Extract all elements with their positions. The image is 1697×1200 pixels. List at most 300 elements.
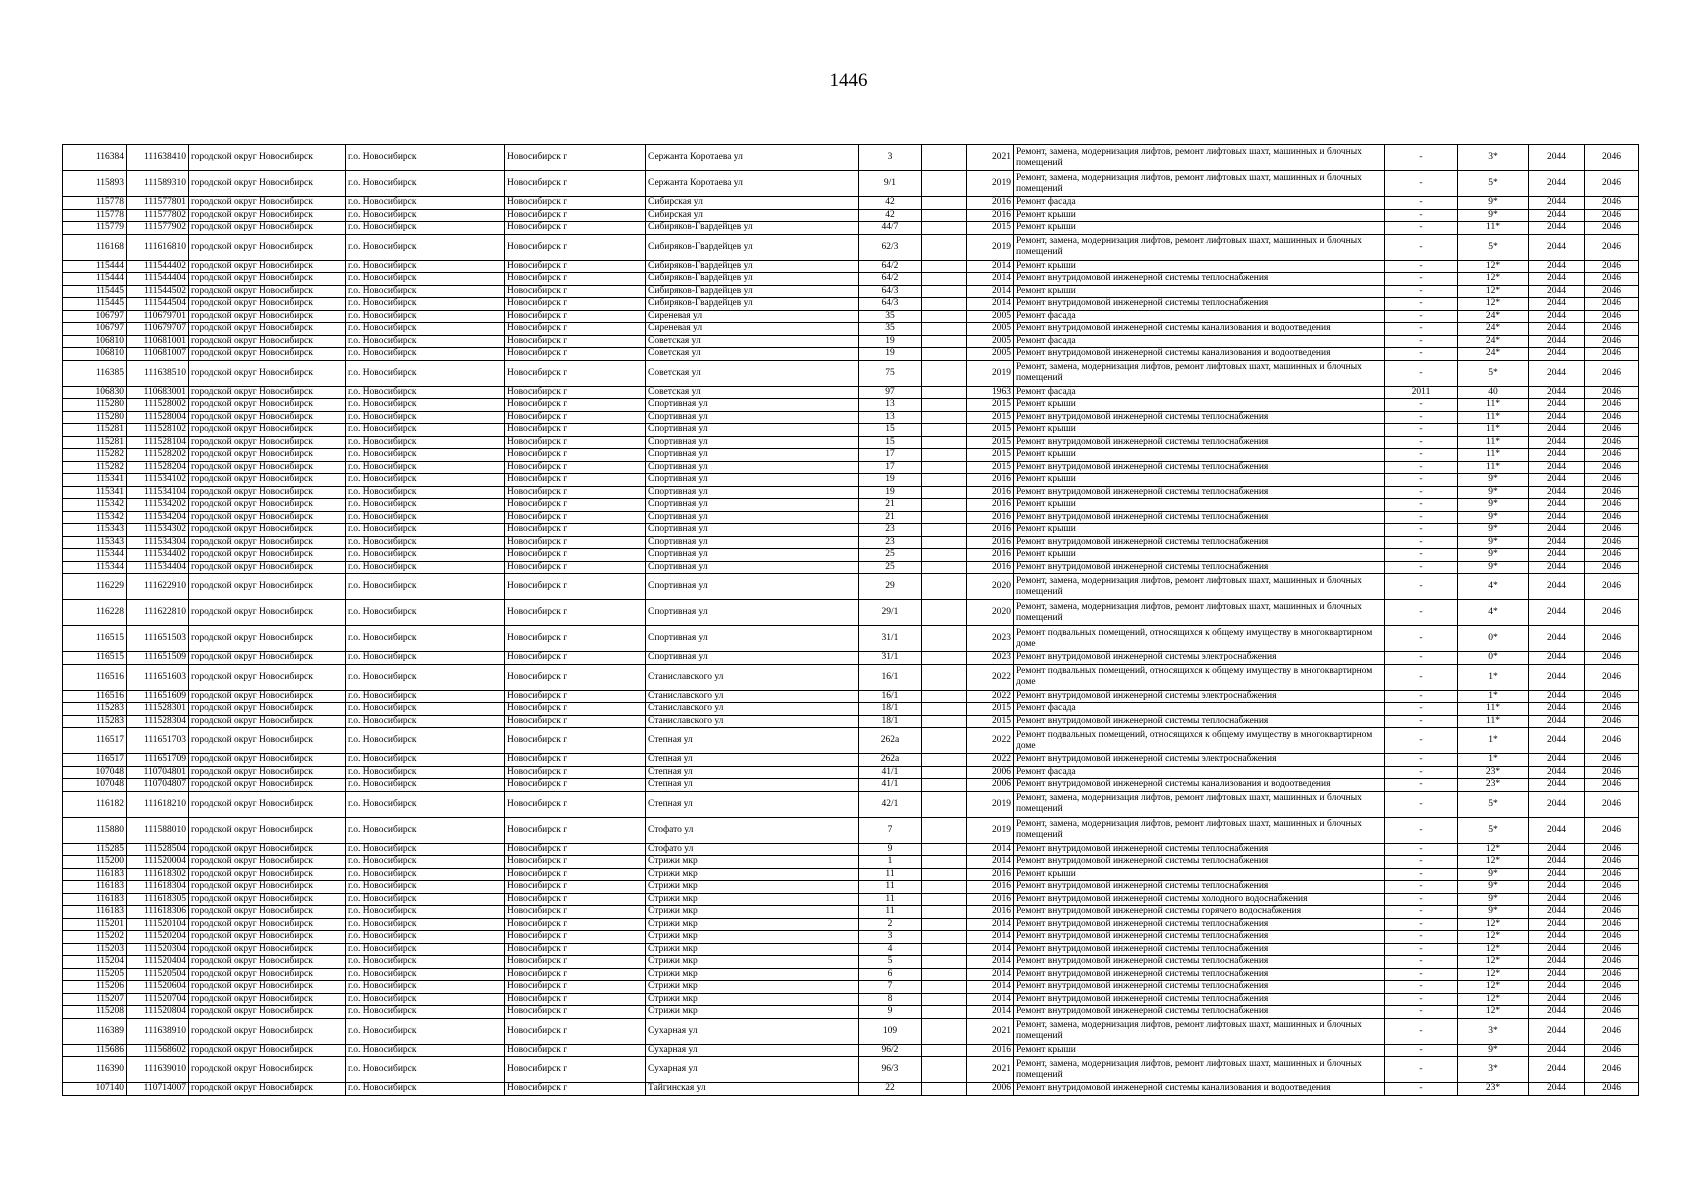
cell-last-repair-year: - xyxy=(1385,424,1458,437)
cell-house-id: 115778 xyxy=(63,209,127,222)
cell-plan-start-year: 2044 xyxy=(1529,779,1585,792)
cell-work-type: Ремонт, замена, модернизация лифтов, ремонт лифтовых шахт, машинных и блочных помещений xyxy=(1014,1018,1385,1044)
cell-plan-end-year: 2046 xyxy=(1585,209,1639,222)
cell-service-life: 3* xyxy=(1458,145,1529,171)
cell-last-repair-year: - xyxy=(1385,574,1458,600)
cell-work-id: 111528204 xyxy=(127,461,189,474)
cell-plan-start-year: 2044 xyxy=(1529,424,1585,437)
cell-commission-year: 2014 xyxy=(967,843,1014,856)
cell-plan-end-year: 2046 xyxy=(1585,664,1639,690)
cell-house-id: 115779 xyxy=(63,222,127,235)
cell-service-life: 3* xyxy=(1458,1057,1529,1083)
cell-plan-start-year: 2044 xyxy=(1529,1057,1585,1083)
cell-municipality: городской округ Новосибирск xyxy=(189,360,346,386)
cell-settlement: г.о. Новосибирск xyxy=(346,399,505,412)
table-row xyxy=(63,436,1639,449)
cell-settlement: г.о. Новосибирск xyxy=(346,1044,505,1057)
cell-extra xyxy=(922,486,967,499)
cell-house-number: 22 xyxy=(859,1083,922,1096)
cell-house-id: 106797 xyxy=(63,323,127,336)
cell-house-id: 115281 xyxy=(63,424,127,437)
cell-locality: Новосибирск г xyxy=(505,906,646,919)
cell-street: Спортивная ул xyxy=(646,626,859,652)
cell-street: Стрижи мкр xyxy=(646,931,859,944)
cell-service-life: 9* xyxy=(1458,486,1529,499)
cell-work-type: Ремонт подвальных помещений, относящихся к общему имуществу в многоквартирном доме xyxy=(1014,728,1385,754)
cell-municipality: городской округ Новосибирск xyxy=(189,260,346,273)
cell-work-type: Ремонт крыши xyxy=(1014,260,1385,273)
cell-street: Стофато ул xyxy=(646,843,859,856)
table-row xyxy=(63,868,1639,881)
cell-street: Сиреневая ул xyxy=(646,323,859,336)
cell-plan-start-year: 2044 xyxy=(1529,652,1585,665)
cell-house-number: 7 xyxy=(859,981,922,994)
cell-street: Стрижи мкр xyxy=(646,893,859,906)
cell-municipality: городской округ Новосибирск xyxy=(189,399,346,412)
cell-commission-year: 2015 xyxy=(967,436,1014,449)
cell-municipality: городской округ Новосибирск xyxy=(189,209,346,222)
cell-work-type: Ремонт крыши xyxy=(1014,868,1385,881)
cell-last-repair-year: - xyxy=(1385,893,1458,906)
cell-plan-end-year: 2046 xyxy=(1585,626,1639,652)
cell-house-id: 116183 xyxy=(63,881,127,894)
cell-settlement: г.о. Новосибирск xyxy=(346,499,505,512)
cell-extra xyxy=(922,524,967,537)
cell-house-number: 5 xyxy=(859,956,922,969)
cell-municipality: городской округ Новосибирск xyxy=(189,348,346,361)
cell-street: Станиславского ул xyxy=(646,664,859,690)
cell-work-type: Ремонт, замена, модернизация лифтов, ремонт лифтовых шахт, машинных и блочных помещений xyxy=(1014,360,1385,386)
cell-plan-start-year: 2044 xyxy=(1529,626,1585,652)
cell-extra xyxy=(922,549,967,562)
cell-service-life: 9* xyxy=(1458,197,1529,210)
cell-house-number: 3 xyxy=(859,931,922,944)
cell-municipality: городской округ Новосибирск xyxy=(189,197,346,210)
cell-street: Сухарная ул xyxy=(646,1044,859,1057)
cell-work-type: Ремонт внутридомовой инженерной системы теплоснабжения xyxy=(1014,715,1385,728)
cell-locality: Новосибирск г xyxy=(505,561,646,574)
cell-plan-end-year: 2046 xyxy=(1585,956,1639,969)
cell-municipality: городской округ Новосибирск xyxy=(189,664,346,690)
table-row xyxy=(63,881,1639,894)
cell-plan-start-year: 2044 xyxy=(1529,703,1585,716)
cell-plan-end-year: 2046 xyxy=(1585,424,1639,437)
cell-commission-year: 2015 xyxy=(967,222,1014,235)
cell-house-id: 115344 xyxy=(63,549,127,562)
cell-house-number: 18/1 xyxy=(859,703,922,716)
cell-plan-end-year: 2046 xyxy=(1585,549,1639,562)
cell-house-number: 42/1 xyxy=(859,791,922,817)
cell-service-life: 9* xyxy=(1458,893,1529,906)
cell-last-repair-year: - xyxy=(1385,1083,1458,1096)
cell-settlement: г.о. Новосибирск xyxy=(346,931,505,944)
cell-work-id: 111534304 xyxy=(127,536,189,549)
cell-house-id: 115285 xyxy=(63,843,127,856)
cell-house-number: 25 xyxy=(859,549,922,562)
cell-work-type: Ремонт, замена, модернизация лифтов, ремонт лифтовых шахт, машинных и блочных помещений xyxy=(1014,574,1385,600)
cell-municipality: городской округ Новосибирск xyxy=(189,1083,346,1096)
cell-commission-year: 2021 xyxy=(967,145,1014,171)
cell-service-life: 9* xyxy=(1458,1044,1529,1057)
cell-work-id: 111618210 xyxy=(127,791,189,817)
cell-commission-year: 2005 xyxy=(967,323,1014,336)
cell-work-id: 110681007 xyxy=(127,348,189,361)
cell-extra xyxy=(922,703,967,716)
cell-commission-year: 2014 xyxy=(967,856,1014,869)
cell-service-life: 40 xyxy=(1458,386,1529,399)
cell-work-type: Ремонт внутридомовой инженерной системы теплоснабжения xyxy=(1014,943,1385,956)
cell-work-id: 111520604 xyxy=(127,981,189,994)
cell-house-number: 21 xyxy=(859,499,922,512)
cell-house-number: 15 xyxy=(859,436,922,449)
cell-plan-end-year: 2046 xyxy=(1585,561,1639,574)
cell-locality: Новосибирск г xyxy=(505,145,646,171)
cell-service-life: 12* xyxy=(1458,285,1529,298)
cell-house-id: 116516 xyxy=(63,664,127,690)
cell-locality: Новосибирск г xyxy=(505,474,646,487)
cell-plan-end-year: 2046 xyxy=(1585,906,1639,919)
cell-extra xyxy=(922,536,967,549)
cell-locality: Новосибирск г xyxy=(505,209,646,222)
cell-last-repair-year: - xyxy=(1385,843,1458,856)
cell-commission-year: 2015 xyxy=(967,411,1014,424)
cell-plan-start-year: 2044 xyxy=(1529,817,1585,843)
cell-municipality: городской округ Новосибирск xyxy=(189,536,346,549)
cell-work-type: Ремонт крыши xyxy=(1014,499,1385,512)
cell-extra xyxy=(922,664,967,690)
cell-plan-start-year: 2044 xyxy=(1529,145,1585,171)
cell-settlement: г.о. Новосибирск xyxy=(346,600,505,626)
cell-commission-year: 2016 xyxy=(967,197,1014,210)
cell-work-id: 111638410 xyxy=(127,145,189,171)
cell-extra xyxy=(922,561,967,574)
cell-house-id: 115282 xyxy=(63,461,127,474)
cell-settlement: г.о. Новосибирск xyxy=(346,197,505,210)
cell-plan-start-year: 2044 xyxy=(1529,260,1585,273)
cell-house-number: 1 xyxy=(859,856,922,869)
cell-extra xyxy=(922,993,967,1006)
cell-locality: Новосибирск г xyxy=(505,893,646,906)
cell-plan-end-year: 2046 xyxy=(1585,310,1639,323)
cell-plan-start-year: 2044 xyxy=(1529,956,1585,969)
cell-house-number: 64/3 xyxy=(859,298,922,311)
cell-service-life: 11* xyxy=(1458,424,1529,437)
cell-house-number: 41/1 xyxy=(859,779,922,792)
cell-municipality: городской округ Новосибирск xyxy=(189,817,346,843)
cell-commission-year: 2019 xyxy=(967,817,1014,843)
table-row xyxy=(63,1057,1639,1083)
cell-municipality: городской округ Новосибирск xyxy=(189,285,346,298)
cell-commission-year: 2016 xyxy=(967,474,1014,487)
cell-plan-end-year: 2046 xyxy=(1585,273,1639,286)
cell-commission-year: 2021 xyxy=(967,1057,1014,1083)
cell-locality: Новосибирск г xyxy=(505,273,646,286)
cell-house-number: 2 xyxy=(859,918,922,931)
cell-plan-start-year: 2044 xyxy=(1529,197,1585,210)
cell-work-id: 110704807 xyxy=(127,779,189,792)
cell-street: Спортивная ул xyxy=(646,524,859,537)
cell-settlement: г.о. Новосибирск xyxy=(346,461,505,474)
cell-house-number: 96/3 xyxy=(859,1057,922,1083)
cell-service-life: 12* xyxy=(1458,931,1529,944)
cell-locality: Новосибирск г xyxy=(505,424,646,437)
cell-plan-end-year: 2046 xyxy=(1585,386,1639,399)
cell-municipality: городской округ Новосибирск xyxy=(189,549,346,562)
cell-work-id: 111651503 xyxy=(127,626,189,652)
cell-extra xyxy=(922,335,967,348)
cell-commission-year: 2014 xyxy=(967,968,1014,981)
cell-last-repair-year: - xyxy=(1385,931,1458,944)
table-row xyxy=(63,1044,1639,1057)
cell-street: Спортивная ул xyxy=(646,461,859,474)
cell-house-number: 7 xyxy=(859,817,922,843)
cell-work-type: Ремонт, замена, модернизация лифтов, ремонт лифтовых шахт, машинных и блочных помещений xyxy=(1014,600,1385,626)
cell-commission-year: 2015 xyxy=(967,424,1014,437)
cell-last-repair-year: - xyxy=(1385,222,1458,235)
cell-service-life: 11* xyxy=(1458,222,1529,235)
cell-settlement: г.о. Новосибирск xyxy=(346,574,505,600)
cell-service-life: 9* xyxy=(1458,868,1529,881)
table-row xyxy=(63,981,1639,994)
cell-settlement: г.о. Новосибирск xyxy=(346,715,505,728)
cell-work-id: 111520304 xyxy=(127,943,189,956)
cell-house-id: 116228 xyxy=(63,600,127,626)
table-row xyxy=(63,906,1639,919)
table-row xyxy=(63,298,1639,311)
cell-commission-year: 2016 xyxy=(967,549,1014,562)
table-row xyxy=(63,197,1639,210)
cell-settlement: г.о. Новосибирск xyxy=(346,222,505,235)
cell-extra xyxy=(922,461,967,474)
cell-municipality: городской округ Новосибирск xyxy=(189,766,346,779)
cell-house-number: 11 xyxy=(859,881,922,894)
table-row xyxy=(63,399,1639,412)
cell-municipality: городской округ Новосибирск xyxy=(189,1006,346,1019)
cell-locality: Новосибирск г xyxy=(505,817,646,843)
table-row xyxy=(63,1018,1639,1044)
cell-work-id: 111528104 xyxy=(127,436,189,449)
cell-work-type: Ремонт крыши xyxy=(1014,424,1385,437)
cell-street: Сибиряков-Гвардейцев ул xyxy=(646,273,859,286)
cell-house-number: 11 xyxy=(859,906,922,919)
cell-locality: Новосибирск г xyxy=(505,549,646,562)
cell-extra xyxy=(922,906,967,919)
cell-settlement: г.о. Новосибирск xyxy=(346,436,505,449)
cell-last-repair-year: - xyxy=(1385,728,1458,754)
cell-settlement: г.о. Новосибирск xyxy=(346,474,505,487)
cell-extra xyxy=(922,360,967,386)
cell-municipality: городской округ Новосибирск xyxy=(189,461,346,474)
cell-locality: Новосибирск г xyxy=(505,197,646,210)
cell-work-type: Ремонт фасада xyxy=(1014,703,1385,716)
table-row xyxy=(63,234,1639,260)
cell-municipality: городской округ Новосибирск xyxy=(189,893,346,906)
cell-last-repair-year: - xyxy=(1385,791,1458,817)
cell-locality: Новосибирск г xyxy=(505,931,646,944)
cell-house-number: 31/1 xyxy=(859,626,922,652)
cell-plan-start-year: 2044 xyxy=(1529,561,1585,574)
cell-last-repair-year: - xyxy=(1385,943,1458,956)
cell-work-type: Ремонт крыши xyxy=(1014,209,1385,222)
cell-last-repair-year: - xyxy=(1385,234,1458,260)
cell-street: Советская ул xyxy=(646,386,859,399)
cell-plan-start-year: 2044 xyxy=(1529,411,1585,424)
cell-municipality: городской округ Новосибирск xyxy=(189,981,346,994)
table-row xyxy=(63,600,1639,626)
cell-work-id: 111544402 xyxy=(127,260,189,273)
cell-house-id: 106810 xyxy=(63,335,127,348)
cell-commission-year: 2014 xyxy=(967,1006,1014,1019)
cell-work-type: Ремонт внутридомовой инженерной системы теплоснабжения xyxy=(1014,931,1385,944)
cell-settlement: г.о. Новосибирск xyxy=(346,817,505,843)
cell-house-number: 9 xyxy=(859,843,922,856)
cell-locality: Новосибирск г xyxy=(505,386,646,399)
cell-plan-end-year: 2046 xyxy=(1585,449,1639,462)
cell-last-repair-year: - xyxy=(1385,956,1458,969)
cell-service-life: 12* xyxy=(1458,260,1529,273)
cell-work-id: 111544404 xyxy=(127,273,189,286)
cell-house-number: 262а xyxy=(859,728,922,754)
cell-plan-start-year: 2044 xyxy=(1529,335,1585,348)
cell-last-repair-year: - xyxy=(1385,323,1458,336)
cell-street: Сибиряков-Гвардейцев ул xyxy=(646,222,859,235)
cell-municipality: городской округ Новосибирск xyxy=(189,906,346,919)
cell-house-number: 31/1 xyxy=(859,652,922,665)
cell-service-life: 23* xyxy=(1458,779,1529,792)
cell-settlement: г.о. Новосибирск xyxy=(346,449,505,462)
cell-work-id: 111520704 xyxy=(127,993,189,1006)
cell-street: Станиславского ул xyxy=(646,703,859,716)
cell-extra xyxy=(922,171,967,197)
cell-plan-start-year: 2044 xyxy=(1529,310,1585,323)
cell-plan-end-year: 2046 xyxy=(1585,1018,1639,1044)
cell-street: Стрижи мкр xyxy=(646,906,859,919)
cell-work-id: 111638510 xyxy=(127,360,189,386)
cell-extra xyxy=(922,1057,967,1083)
cell-work-id: 111528301 xyxy=(127,703,189,716)
cell-locality: Новосибирск г xyxy=(505,868,646,881)
cell-house-id: 115444 xyxy=(63,260,127,273)
cell-municipality: городской округ Новосибирск xyxy=(189,524,346,537)
cell-last-repair-year: - xyxy=(1385,145,1458,171)
cell-street: Спортивная ул xyxy=(646,411,859,424)
cell-extra xyxy=(922,690,967,703)
cell-work-type: Ремонт крыши xyxy=(1014,1044,1385,1057)
table-row xyxy=(63,222,1639,235)
cell-commission-year: 2016 xyxy=(967,524,1014,537)
cell-commission-year: 2020 xyxy=(967,574,1014,600)
cell-plan-end-year: 2046 xyxy=(1585,436,1639,449)
cell-house-number: 19 xyxy=(859,486,922,499)
cell-locality: Новосибирск г xyxy=(505,461,646,474)
cell-plan-end-year: 2046 xyxy=(1585,411,1639,424)
cell-street: Сержанта Коротаева ул xyxy=(646,145,859,171)
cell-municipality: городской округ Новосибирск xyxy=(189,856,346,869)
cell-municipality: городской округ Новосибирск xyxy=(189,310,346,323)
cell-locality: Новосибирск г xyxy=(505,1057,646,1083)
cell-street: Спортивная ул xyxy=(646,486,859,499)
cell-municipality: городской округ Новосибирск xyxy=(189,993,346,1006)
cell-work-id: 111616810 xyxy=(127,234,189,260)
cell-service-life: 23* xyxy=(1458,1083,1529,1096)
cell-plan-end-year: 2046 xyxy=(1585,918,1639,931)
cell-street: Советская ул xyxy=(646,348,859,361)
cell-service-life: 9* xyxy=(1458,499,1529,512)
cell-work-type: Ремонт внутридомовой инженерной системы теплоснабжения xyxy=(1014,298,1385,311)
cell-last-repair-year: 2011 xyxy=(1385,386,1458,399)
cell-plan-end-year: 2046 xyxy=(1585,728,1639,754)
table-row xyxy=(63,893,1639,906)
cell-last-repair-year: - xyxy=(1385,1044,1458,1057)
cell-service-life: 12* xyxy=(1458,918,1529,931)
table-row xyxy=(63,310,1639,323)
cell-extra xyxy=(922,856,967,869)
cell-municipality: городской округ Новосибирск xyxy=(189,690,346,703)
cell-plan-end-year: 2046 xyxy=(1585,1006,1639,1019)
cell-plan-end-year: 2046 xyxy=(1585,856,1639,869)
table-row xyxy=(63,843,1639,856)
cell-work-type: Ремонт фасада xyxy=(1014,310,1385,323)
table-body xyxy=(63,145,1639,1096)
cell-locality: Новосибирск г xyxy=(505,918,646,931)
cell-house-number: 6 xyxy=(859,968,922,981)
cell-work-type: Ремонт крыши xyxy=(1014,285,1385,298)
cell-last-repair-year: - xyxy=(1385,690,1458,703)
cell-locality: Новосибирск г xyxy=(505,260,646,273)
table-row xyxy=(63,703,1639,716)
table-row xyxy=(63,424,1639,437)
cell-service-life: 9* xyxy=(1458,209,1529,222)
cell-work-id: 111534102 xyxy=(127,474,189,487)
cell-plan-start-year: 2044 xyxy=(1529,511,1585,524)
cell-last-repair-year: - xyxy=(1385,499,1458,512)
cell-settlement: г.о. Новосибирск xyxy=(346,728,505,754)
cell-last-repair-year: - xyxy=(1385,360,1458,386)
cell-extra xyxy=(922,728,967,754)
cell-house-number: 29 xyxy=(859,574,922,600)
cell-municipality: городской округ Новосибирск xyxy=(189,600,346,626)
cell-plan-end-year: 2046 xyxy=(1585,766,1639,779)
cell-municipality: городской округ Новосибирск xyxy=(189,234,346,260)
cell-street: Сибиряков-Гвардейцев ул xyxy=(646,260,859,273)
table-row xyxy=(63,754,1639,767)
cell-work-type: Ремонт внутридомовой инженерной системы теплоснабжения xyxy=(1014,993,1385,1006)
cell-street: Тайгинская ул xyxy=(646,1083,859,1096)
cell-house-id: 115202 xyxy=(63,931,127,944)
cell-settlement: г.о. Новосибирск xyxy=(346,893,505,906)
cell-house-number: 64/2 xyxy=(859,273,922,286)
cell-work-type: Ремонт внутридомовой инженерной системы холодного водоснабжения xyxy=(1014,893,1385,906)
cell-extra xyxy=(922,600,967,626)
cell-work-type: Ремонт внутридомовой инженерной системы теплоснабжения xyxy=(1014,561,1385,574)
cell-service-life: 4* xyxy=(1458,600,1529,626)
cell-plan-end-year: 2046 xyxy=(1585,222,1639,235)
cell-service-life: 9* xyxy=(1458,906,1529,919)
cell-house-id: 115893 xyxy=(63,171,127,197)
cell-locality: Новосибирск г xyxy=(505,1018,646,1044)
cell-locality: Новосибирск г xyxy=(505,411,646,424)
cell-plan-start-year: 2044 xyxy=(1529,1044,1585,1057)
cell-plan-end-year: 2046 xyxy=(1585,931,1639,944)
cell-plan-start-year: 2044 xyxy=(1529,1018,1585,1044)
cell-settlement: г.о. Новосибирск xyxy=(346,968,505,981)
cell-municipality: городской округ Новосибирск xyxy=(189,881,346,894)
cell-settlement: г.о. Новосибирск xyxy=(346,856,505,869)
cell-service-life: 12* xyxy=(1458,943,1529,956)
cell-settlement: г.о. Новосибирск xyxy=(346,536,505,549)
cell-house-number: 64/3 xyxy=(859,285,922,298)
cell-commission-year: 2014 xyxy=(967,298,1014,311)
